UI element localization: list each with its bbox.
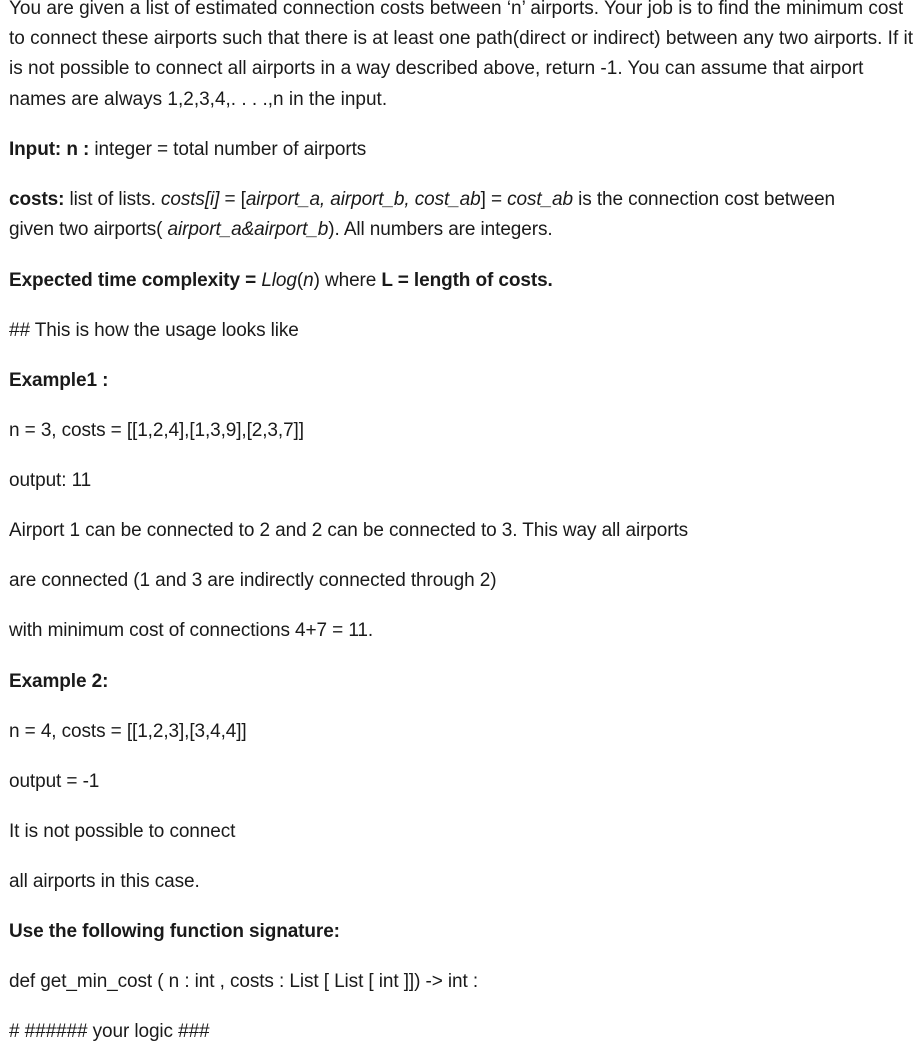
complexity-llog: Llog <box>261 270 297 291</box>
costs-line-2 <box>9 215 919 245</box>
costs-line2-a: given two airports( <box>9 219 168 240</box>
costs-eq: = [ <box>219 189 246 210</box>
signature-heading <box>9 917 919 947</box>
cost-ab-term: cost_ab <box>507 189 573 210</box>
example1-explain-2: are connected (1 and 3 are indirectly connected through 2) <box>9 570 497 591</box>
signature-heading-text: Use the following function signature: <box>9 921 340 942</box>
example2-heading <box>9 667 919 697</box>
input-n-line <box>9 135 919 165</box>
signature-code: def get_min_cost ( n : int , costs : List [ List [ int ]]) -> int : <box>9 971 479 992</box>
example2-output: output = -1 <box>9 771 100 792</box>
usage-heading: ## This is how the usage looks like <box>9 320 299 341</box>
example1-explain-3: with minimum cost of connections 4+7 = 11. <box>9 620 374 641</box>
airport-pair-term: airport_a&airport_b <box>167 219 329 240</box>
example1-explain-1: Airport 1 can be connected to 2 and 2 can be connected to 3. This way all airports <box>9 520 689 541</box>
complexity-n: n <box>303 270 314 291</box>
complexity-tail: L = length of costs. <box>381 270 553 291</box>
example1-input: n = 3, costs = [[1,2,4],[1,3,9],[2,3,7]] <box>9 420 304 441</box>
costs-i-term: costs[i] <box>160 189 220 210</box>
costs-text-a: list of lists. <box>64 189 161 210</box>
example2-explain-2: all airports in this case. <box>9 871 200 892</box>
complexity-label: Expected time complexity = <box>9 270 262 291</box>
costs-tuple-term: airport_a, airport_b, cost_ab <box>245 189 481 210</box>
example2-input: n = 4, costs = [[1,2,3],[3,4,4]] <box>9 721 247 742</box>
signature-comment: # ###### your logic ### <box>9 1021 210 1042</box>
costs-text-b: ] = <box>480 189 508 210</box>
example2-explain-1: It is not possible to connect <box>9 821 236 842</box>
input-n-text: integer = total number of airports <box>89 139 367 160</box>
example1-heading-text: Example1 : <box>9 370 109 391</box>
intro-paragraph: You are given a list of estimated connection costs between ‘n’ airports. Your job is to find the minimum cost to connect these airports such that there is at least one path(direct or indirect) between any two airports. If it is not possible to connect all airports in a way described above, return -1. You can assume that airport names are always 1,2,3,4,. . . .,n in the input. <box>9 0 914 110</box>
complexity-where: where <box>319 270 382 291</box>
input-n-label: Input: n : <box>9 139 90 160</box>
example1-heading <box>9 366 919 396</box>
costs-label: costs: <box>9 189 65 210</box>
example1-output: output: 11 <box>9 470 92 491</box>
costs-line2-b: ). All numbers are integers. <box>328 219 553 240</box>
complexity-paren-open: ( <box>296 270 304 291</box>
example2-heading-text: Example 2: <box>9 671 109 692</box>
costs-line-1 <box>9 185 919 215</box>
complexity-line <box>9 266 919 296</box>
complexity-paren-close: ) <box>313 270 320 291</box>
costs-text-c: is the connection cost between <box>573 189 836 210</box>
